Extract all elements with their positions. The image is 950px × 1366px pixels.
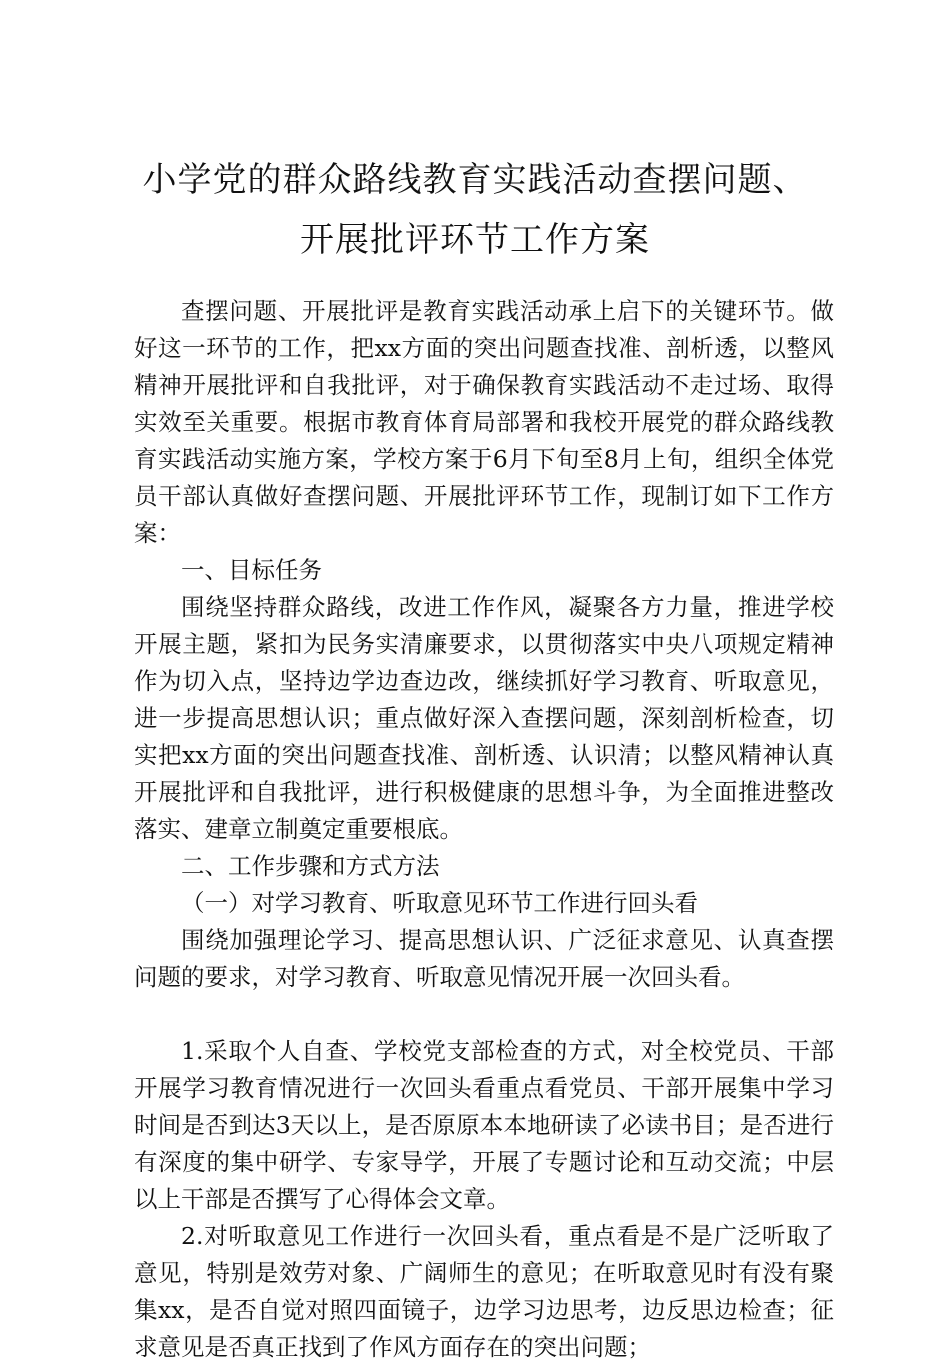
document-title-line-1: 小学党的群众路线教育实践活动查摆问题、 [142, 160, 808, 200]
review-paragraph: 围绕加强理论学习、提高思想认识、广泛征求意见、认真查摆问题的要求，对学习教育、听取意见情况开展一次回头看。 [134, 926, 834, 991]
intro-paragraph: 查摆问题、开展批评是教育实践活动承上启下的关键环节。做好这一环节的工作，把xx方面的突出问题查找准、剖析透，以整风精神开展批评和自我批评，对于确保教育实践活动不走过场、取得实效至关重要。根据市教育体育局部署和我校开展党的群众路线教育实践活动实施方案，学校方案于6月下旬至8月上旬，组织全体党员干部认真做好查摆问题、开展批评环节工作，现制订如下工作方案： [134, 297, 834, 547]
goals-paragraph: 围绕坚持群众路线，改进工作作风，凝聚各方力量，推进学校开展主题，紧扣为民务实清廉要求，以贯彻落实中央八项规定精神作为切入点，坚持边学边查边改，继续抓好学习教育、听取意见，进一步提高思想认识；重点做好深入查摆问题，深刻剖析检查，切实把xx方面的突出问题查找准、剖析透、认识清；以整风精神认真开展批评和自我批评，进行积极健康的思想斗争，为全面推进整改落实、建章立制奠定重要根底。 [134, 593, 834, 843]
document-body [134, 293, 834, 1366]
document-title-line-2: 开展批评环节工作方案 [300, 220, 650, 260]
list-item-2: 2.对听取意见工作进行一次回头看，重点看是不是广泛听取了意见，特别是效劳对象、广阔师生的意见；在听取意见时有没有聚集xx，是否自觉对照四面镜子，边学习边思考，边反思边检查；征求意见是否真正找到了作风方面存在的突出问题； [134, 1222, 834, 1361]
list-item-1: 1.采取个人自查、学校党支部检查的方式，对全校党员、干部开展学习教育情况进行一次回头看重点看党员、干部开展集中学习时间是否到达3天以上，是否原原本本地研读了必读书目；是否进行有深度的集中研学、专家导学，开展了专题讨论和互动交流；中层以上干部是否撰写了心得体会文章。 [134, 1037, 834, 1213]
section-heading-steps: 二、工作步骤和方式方法 [181, 852, 440, 880]
subsection-heading-review: （一）对学习教育、听取意见环节工作进行回头看 [181, 889, 698, 917]
section-heading-goals: 一、目标任务 [181, 556, 322, 584]
